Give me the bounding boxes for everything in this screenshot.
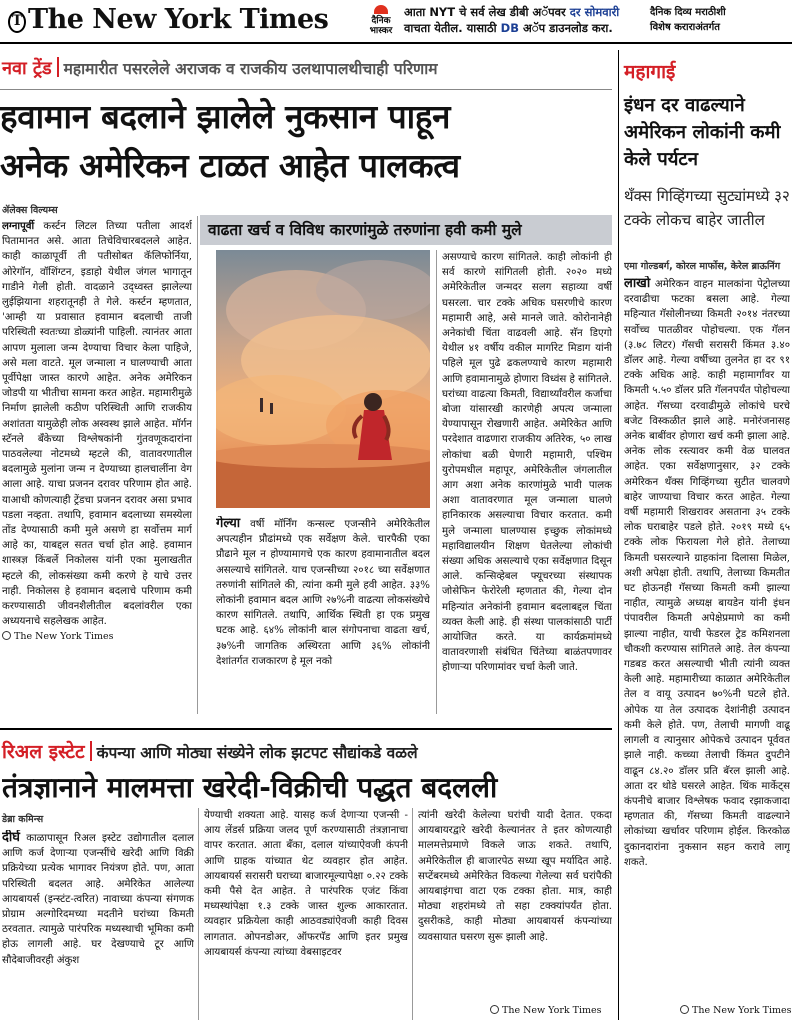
column-divider	[436, 250, 437, 714]
nyt-credit-icon	[680, 1005, 689, 1014]
partnership-note: दैनिक दिव्य मराठीशी विशेष कराराअंतर्गत	[650, 7, 726, 33]
sidebar-body: लाखो अमेरिकन वाहन मालकांना पेट्रोलच्या दरवाढीचा फटका बसला आहे. गेल्या महिन्यात गॅसोलीनच्या किमती २०१४ नंतरच्या सर्वोच्च पातळीवर पोहोचल्या. एक गॅलन (३.७८ लिटर) गॅसची सरासरी किंमत ३.४० डॉलर आहे. गेल्या वर्षीच्या तुलनेत हा दर ९१ टक्के अधिक आहे. काही महामार्गांवर या किमती ५.५० डॉलर प्रति गॅलनपर्यंत पोहोचल्या आहेत. गॅसच्या दरवाढीमुळे लोकांचे घरचे बजेट विस्कळीत झाले आहे. मनोरंजनासह अनेक बाबींवर होणारा खर्च कमी झाला आहे. अनेक लोक रस्त्यावर कमी वेळ घालवत आहेत. एका सर्वेक्षणानुसार, ३२ टक्के अमेरिकन थँक्स गिव्हिंगच्या सुटीत चालवणे बाहेर जाण्याचा विचार करत आहेत. गेल्या वर्षी महामारी शिखरावर असताना ३५ टक्के लोक घराबाहेर पडले होते. २०१९ मध्ये ६५ टक्के लोक फिरायला गेले होते. तेलाच्या किमती घसरल्याने ग्राहकांना दिलासा मिळेल, अशी अपेक्षा होती. तथापि, तेलाच्या किमतीत घट होऊनही गॅसच्या किमती कमी झाल्या नाहीत, त्यामुळे अध्यक्ष बायडेन यांनी इंधन पंपावरील किमती अपेक्षेप्रमाणे का कमी झाल्या नाहीत, याची फेडरल ट्रेड कमिशनला चौकशी करण्यास सांगितले आहे. तेल कंपन्या गडबड करत असल्याची भीती त्यांनी व्यक्त केली आहे. महामारीच्या काळात अमेरिकेतील तेल व वायू उत्पादन ७०%नी घटले होते. ओपेक या तेल उत्पादक देशांनीही उत्पादन कमी केले होते. पण, तेलाची मागणी वाढू लागली व त्यानुसार ओपेकचे उत्पादन पूर्ववत झाले नाही. कच्च्या तेलाची किंमत दुपटीने वाढून ८४.२० डॉलर प्रति बॅरल झाली आहे. आता दर थोडे घसरले आहेत. थिंक मार्केट्स कंपनीचे बाजार विश्लेषक फवाद रझाकजादा म्हणतात की, गॅसच्या किमती वाढल्याने लोकांच्या खर्चावर परिणाम होईल. किरकोळ दुकानदारांना नुकसान सहन करावे लागू शकते.	[624, 276, 790, 868]
bhaskar-logo: दैनिक भास्कर	[364, 5, 398, 39]
illustration-woman-in-flood	[216, 250, 430, 508]
column-divider	[198, 808, 199, 1020]
top-story-col1: लग्नापूर्वी कर्स्टन लिटल तिच्या पतीला आदर्श पितामानत असे. आता तिचेविचारबदलले आहेत. काही काळापूर्वी ती पतीसोबत कॅलिफोर्निया, ओरेगॉन, वॉशिंग्टन, इडाहो येथील जंगल भागातून गाडीने गेली होती. वादळाने उद्ध्वस्त झालेल्या लुईझियाना शहरातूनही ते गेले. कर्स्टन म्हणतात, 'आम्ही या प्रवासात हवामान बदलाची ताजी परिस्थिती स्वतःच्या डोळ्यांनी पाहिली. त्यानंतर आता आपण मुलाला जन्म देण्याचा विचार केला पाहिजे, असे मला वाटते. मूल जन्माला न घालण्याची आता पूर्वीपेक्षा जास्त कारणे आहेत. अनेक अमेरिकन जोडपी या भीतीचा सामना करत आहेत. महामारीमुळे निर्माण झालेली कठीण परिस्थिती आणि राजकीय अशांतता यामुळेही लोक अस्वस्थ झाले आहेत. मॉर्गन स्टॅनले बँकेच्या विश्लेषकांनी गुंतवणूकदारांना पाठवलेल्या नोटमध्ये म्हटले की, वातावरणातील बदलामुळे मुलांना जन्म न देण्याच्या हालचालींना वेग आला आहे. याचा प्रजनन दरावर परिणाम होत आहे. याआधी कोणत्याही ट्रेंडचा प्रजनन दरावर असा प्रभाव पडला नव्हता. तथापि, हवामान बदलाच्या समस्येला तोंड देण्यासाठी कमी मुले असणे हा सर्वोत्तम मार्ग आहे का, याबद्दल सतत चर्चा होत आहे. हवामान शास्त्रज्ञ किंबर्ले निकोलस यांनी एका मुलाखतीत म्हटले की, लोकसंख्या कमी करणे हे याचे उत्तर नाही. निकोलस हे हवामान बदलाचे परिणाम कमी करण्यासाठी जीवनशैलीतील बदलांवरील एका अध्ययनाचे सहलेखक आहेत. The New York Times	[2, 219, 192, 714]
section-rule	[0, 728, 612, 730]
nyt-logo: T The New York Times	[8, 4, 328, 35]
kicker-text: महामारीत पसरलेले अराजक व राजकीय उलथापालथीचाही परिणाम	[63, 60, 438, 78]
promo-text: आता NYT चे सर्व लेख डीबी अॅपवर दर सोमवारी वाचता येतील. यासाठी DB अॅप डाउनलोड करा.	[404, 5, 620, 35]
column-divider	[197, 216, 198, 714]
real-estate-headline: तंत्रज्ञानाने मालमत्ता खरेदी-विक्रीची पद्धत बदलली	[2, 771, 498, 804]
kicker-label: रिअल इस्टेट	[2, 741, 85, 763]
sidebar-byline: एमा गोल्डबर्ग, कोरल मार्फोस, केरेल ब्राऊनिंग	[624, 261, 781, 272]
real-estate-col1: दीर्घ काळापासून रिअल इस्टेट उद्योगातील दलाल आणि कर्ज देणाऱ्या एजन्सींचे खरेदी आणि विक्री प्रक्रियेच्या प्रत्येक भागावर नियंत्रण होते. पण, आता परिस्थिती बदलत आहे. अमेरिकेत आलेल्या आयबायर्स (इन्स्टंट-त्वरित) नावाच्या कंपन्या संगणक प्रोग्राम अल्गोरिदमच्या मदतीने घरांच्या किमती ठरवतात. त्यामुळे पारंपरिक मध्यस्थाची भूमिका कमी होऊ लागली आहे. घर देखण्याचे टूर आणि सौदेबाजीवरही अंकुश	[2, 830, 194, 966]
top-story-byline: ॲलेक्स विल्यम्स	[2, 205, 58, 216]
column-divider	[412, 808, 413, 1020]
top-story-col2: गेल्या वर्षी मॉर्निंग कन्सल्ट एजन्सीने अमेरिकेतील अपत्यहीन प्रौढांमध्ये एक सर्वेक्षण केले. चारपैकी एका प्रौढाने मूल न होण्यामागचे एक कारण हवामानातील बदल असल्याचे सांगितले. याच एजन्सीच्या २०१८ च्या सर्वेक्षणात तरुणांनी सांगितले की, त्यांना कमी मुले हवी आहेत. ३३% लोकांनी हवामान बदल आणि २७%नी वाढत्या लोकसंख्येचे कारण सांगितले. तथापि, आर्थिक स्थिती हा एक प्रमुख घटक आहे. ६४% लोकांनी बाल संगोपनाचा वाढता खर्च, ३७%नी जागतिक अस्थिरता आणि ३६% लोकांनी देशांतर्गत राजकारण हे मूल नको	[216, 516, 430, 667]
sun-icon	[374, 5, 388, 14]
top-story-kicker	[0, 56, 612, 90]
top-story-headline: हवामान बदलाने झालेले नुकसान पाहून अनेक अमेरिकन टाळत आहेत पालकत्व	[0, 97, 460, 185]
top-story-subhead: वाढता खर्च व विविध कारणांमुळे तरुणांना हवी कमी मुले	[200, 215, 612, 245]
masthead	[0, 0, 792, 44]
kicker-separator	[90, 741, 92, 761]
real-estate-col2: येण्याची शक्यता आहे. यासह कर्ज देणाऱ्या एजन्सी - आय लेंडर्स प्रक्रिया जलद पूर्ण करण्यासाठी तंत्रज्ञानाचा वापर करतात. आता बँका, दलाल यांच्याऐवजी कंपनी आणि ग्राहक यांच्यात थेट व्यवहार होत आहेत. आयबायर्स सरासरी घराच्या बाजारमूल्यापेक्षा ०.२२ टक्के कमी पैसे देत आहेत. ते पारंपरिक एजंट किंवा मध्यस्थांपेक्षा १.३ टक्के जास्त शुल्क आकारतात. व्यवहार प्रक्रियेला काही आठवड्यांऐवजी काही दिवस लागतात. ओपनडोअर, ऑफरपॅड आणि इतर प्रमुख आयबायर्स कंपन्या त्यांच्या वेबसाइटवर	[204, 810, 408, 958]
sidebar-subhead: थँक्स गिव्हिंगच्या सुट्यांमध्ये ३२ टक्के लोकच बाहेर जातील	[624, 187, 790, 229]
real-estate-kicker	[0, 738, 612, 770]
nyt-t-icon: T	[8, 11, 26, 33]
credit-line: The New York Times	[2, 629, 192, 644]
top-story-col3: असण्याचे कारण सांगितले. काही लोकांनी ही सर्व कारणे सांगितली होती. २०२० मध्ये अमेरिकेतील जन्मदर सलग सहाव्या वर्षी घसरला. चार टक्के अधिक घसरणीचे कारण महामारी आहे, असे मानले जाते. कोरोनानेही अनेकांची चिंता वाढवली आहे. सॅन डिएगो येथील ४१ वर्षीय वकील मार्गारेट मिडाग यांनी पहिले मूल पुढे ढकलण्याचे कारण महामारी आणि हवामानामुळे होणारा विध्वंस हे सांगितले. घरांच्या वाढत्या किमती, विद्यार्थ्यांवरील कर्जाचा बोजा यांसारखी कारणेही अपत्य जन्माला येण्यापासून रोखणारी आहेत. अमेरिकेत आणि परदेशात वाढणारा राजकीय अतिरेक, ५० लाख लोकांचा बळी घेणारी महामारी, पश्चिम युरोपमधील महापूर, अमेरिकेतील जंगलातील आग अशा अनेक कारणांमुळे भावी पालक अशा वातावरणात मूल जन्माला घालणे हानिकारक असल्याचा विचार करतात. कमी मुले जन्माला घालण्यास इच्छुक लोकांमध्ये महाविद्यालयीन शिक्षण घेतलेल्या लोकांची संख्या अधिक असल्याचे एका सर्वेक्षणात दिसून आले. कन्सिव्हेबल फ्यूचरच्या संस्थापक जोसेफिन फेरोरेली म्हणतात की, गेल्या दोन महिन्यांत अनेकांनी हवामान बदलाबद्दल चिंता व्यक्त केली आहे. ही संस्था पालकांसाठी पार्टी आयोजित करते. या कार्यक्रमांमध्ये वातावरणाशी संबंधित चिंतेच्या बाळंतपणावर होणाऱ्या परिणामांवर चर्चा केली जाते.	[442, 252, 612, 674]
sidebar-credit: The New York Times	[680, 1005, 792, 1016]
real-estate-col3: त्यांनी खरेदी केलेल्या घरांची यादी देतात. एकदा आयबायरद्वारे खरेदी केल्यानंतर ते इतर कोणत्याही मालमत्तेप्रमाणे विकले जाऊ शकते. तथापि, अमेरिकेतील ही बाजारपेठ सध्या खूप मर्यादित आहे. सप्टेंबरमध्ये अमेरिकेत विकल्या गेलेल्या सर्व घरांपैकी आयबाइंगचा वाटा एक टक्का होता. मात्र, काही मोठ्या शहरांमध्ये तो सहा टक्क्यांपर्यंत होता. दुसरीकडे, काही मोठ्या आयबायर्स कंपन्यांच्या व्यवसायात घसरण सुरू झाली आहे.	[418, 810, 612, 943]
sidebar-label: महागाई	[624, 61, 676, 83]
sidebar-divider	[618, 50, 619, 1020]
real-estate-credit: The New York Times	[490, 1005, 602, 1016]
kicker-text: कंपन्या आणि मोठ्या संख्येने लोक झटपट सौद्यांकडे वळले	[96, 744, 418, 762]
nyt-credit-icon	[2, 631, 11, 640]
kicker-separator	[57, 57, 59, 77]
nyt-credit-icon	[490, 1005, 499, 1014]
kicker-label: नवा ट्रेंड	[2, 58, 52, 79]
real-estate-byline: डेब्रा कमिन्स	[2, 814, 44, 825]
sidebar-headline: इंधन दर वाढल्याने अमेरिकन लोकांनी कमी केले पर्यटन	[624, 95, 781, 170]
